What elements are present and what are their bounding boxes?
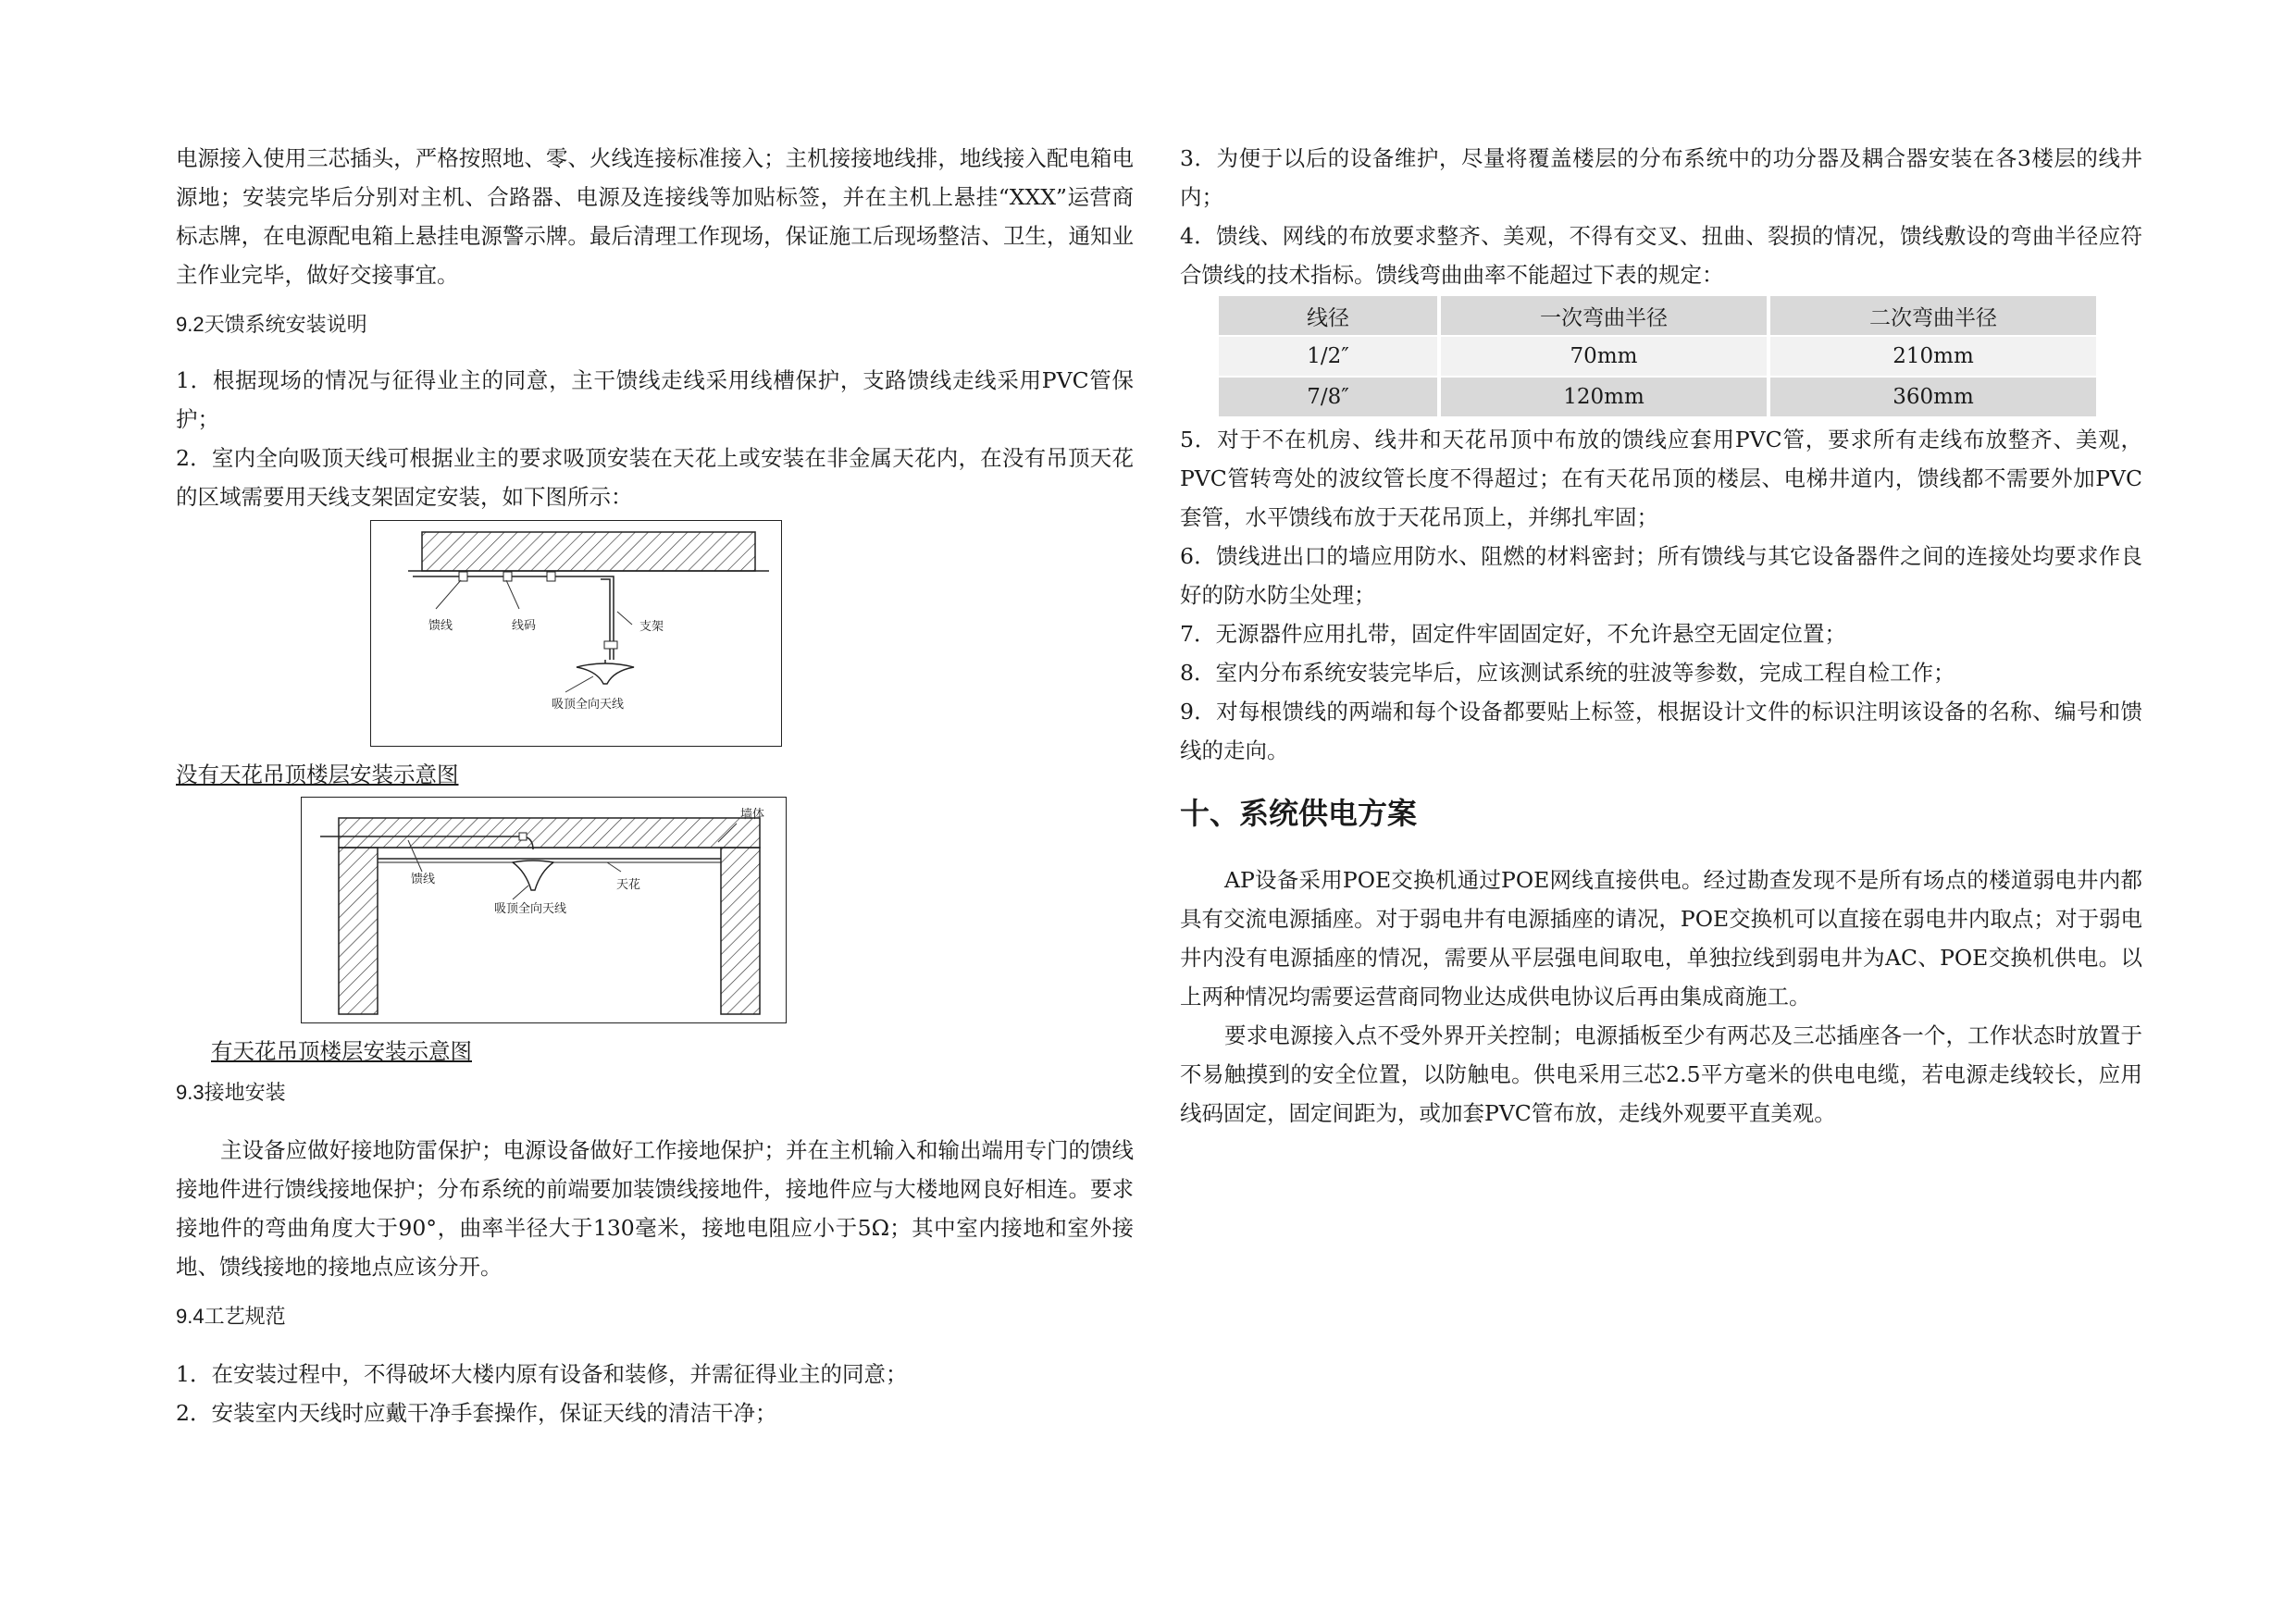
s94-item-2: 2．安装室内天线时应戴干净手套操作，保证天线的清洁干净； — [176, 1400, 777, 1426]
section-9-4-title: 9.4工艺规范 — [176, 1305, 286, 1328]
label-feeder: 馈线 — [411, 873, 436, 886]
label-clip: 线码 — [512, 619, 537, 633]
label-ceiling: 天花 — [616, 878, 641, 892]
label-bracket: 支架 — [639, 620, 664, 634]
table-header-cell: 一次弯曲半径 — [1441, 296, 1767, 335]
table-cell: 210mm — [1770, 337, 2096, 376]
s92-item-2: 2．室内全向吸顶天线可根据业主的要求吸顶安装在天花上或安装在非金属天花内，在没有吊顶天花的区域需要用天线支架固定安装，如下图所示： — [176, 445, 1134, 510]
right-column — [1180, 139, 2142, 1133]
right-item-4: 4．馈线、网线的布放要求整齐、美观，不得有交叉、扭曲、裂损的情况，馈线敷设的弯曲半径应符合馈线的技术指标。馈线弯曲曲率不能超过下表的规定： — [1180, 223, 2142, 288]
right-item-8: 8．室内分布系统安装完毕后，应该测试系统的驻波等参数，完成工程自检工作； — [1180, 660, 1955, 686]
no-ceiling-diagram-svg — [371, 521, 780, 745]
s93-paragraph: 主设备应做好接地防雷保护；电源设备做好工作接地保护；并在主机输入和输出端用专门的馈线接地件进行馈线接地保护；分布系统的前端要加装馈线接地件，接地件应与大楼地网良好相连。要求接地件的弯曲角度大于90°，曲率半径大于130毫米，接地电阻应小于5Ω；其中室内接地和室外接地、馈线接地的接地点应该分开。 — [176, 1137, 1134, 1280]
table-cell: 7/8″ — [1219, 378, 1437, 416]
table-row — [1219, 378, 2096, 416]
antenna-shape — [513, 861, 553, 890]
figure-2-caption: 有天花吊顶楼层安装示意图 — [211, 1038, 472, 1064]
s94-item-1: 1．在安装过程中，不得破坏大楼内原有设备和装修，并需征得业主的同意； — [176, 1361, 908, 1387]
chapter-10-title: 十、系统供电方案 — [1180, 797, 1418, 830]
right-wall — [721, 848, 760, 1014]
left-column — [176, 139, 1134, 1432]
right-item-6: 6．馈线进出口的墙应用防水、阻燃的材料密封；所有馈线与其它设备器件之间的连接处均要求作良好的防水防尘处理； — [1180, 543, 2142, 608]
with-ceiling-diagram-svg — [302, 798, 785, 1022]
figure-with-ceiling-diagram — [301, 797, 787, 1023]
power-paragraph-2: 要求电源接入点不受外界开关控制；电源插板至少有两芯及三芯插座各一个，工作状态时放置于不易触摸到的安全位置，以防触电。供电采用三芯2.5平方毫米的供电电缆，若电源走线较长，应用线码固定，固定间距为，或加套PVC管布放，走线外观要平直美观。 — [1180, 1022, 2142, 1126]
table-header-cell: 二次弯曲半径 — [1770, 296, 2096, 335]
section-9-2-title: 9.2天馈系统安装说明 — [176, 313, 367, 336]
s92-item-1: 1．根据现场的情况与征得业主的同意，主干馈线走线采用线槽保护，支路馈线走线采用PVC管保护； — [176, 367, 1134, 432]
left-wall — [339, 848, 378, 1014]
label-antenna: 吸顶全向天线 — [494, 902, 567, 916]
power-paragraph-1: AP设备采用POE交换机通过POE网线直接供电。经过勘查发现不是所有场点的楼道弱电井内都具有交流电源插座。对于弱电井有电源插座的请况，POE交换机可以直接在弱电井内取点；对于弱电井内没有电源插座的情况，需要从平层强电间取电，单独拉线到弱电井为AC、POE交换机供电。以上两种情况均需要运营商同物业达成供电协议后再由集成商施工。 — [1180, 867, 2142, 1010]
section-9-3-title: 9.3接地安装 — [176, 1081, 286, 1104]
label-antenna: 吸顶全向天线 — [552, 698, 625, 712]
slab-hatch — [422, 532, 755, 571]
table-cell: 120mm — [1441, 378, 1767, 416]
label-feeder: 馈线 — [428, 619, 453, 633]
right-item-9: 9．对每根馈线的两端和每个设备都要贴上标签，根据设计文件的标识注明该设备的名称、编号和馈线的走向。 — [1180, 699, 2142, 763]
table-cell: 1/2″ — [1219, 337, 1437, 376]
table-header-row — [1219, 296, 2096, 335]
table-cell: 360mm — [1770, 378, 2096, 416]
table-row — [1219, 337, 2096, 376]
right-item-5: 5．对于不在机房、线井和天花吊顶中布放的馈线应套用PVC管，要求所有走线布放整齐、美观，PVC管转弯处的波纹管长度不得超过；在有天花吊顶的楼层、电梯井道内，馈线都不需要外加PVC套管，水平馈线布放于天花吊顶上，并绑扎牢固； — [1180, 427, 2142, 530]
bend-radius-table — [1215, 294, 2100, 418]
table-header-cell: 线径 — [1219, 296, 1437, 335]
label-wall: 墙体 — [740, 808, 765, 822]
slab-hatch — [339, 818, 760, 848]
table-cell: 70mm — [1441, 337, 1767, 376]
figure-1-caption: 没有天花吊顶楼层安装示意图 — [176, 762, 459, 787]
figure-no-ceiling-diagram — [370, 520, 782, 747]
intro-paragraph: 电源接入使用三芯插头，严格按照地、零、火线连接标准接入；主机接接地线排，地线接入配电箱电源地；安装完毕后分别对主机、合路器、电源及连接线等加贴标签，并在主机上悬挂“XXX”运营商标志牌，在电源配电箱上悬挂电源警示牌。最后清理工作现场，保证施工后现场整洁、卫生，通知业主作业完毕，做好交接事宜。 — [176, 145, 1134, 288]
right-item-3: 3．为便于以后的设备维护，尽量将覆盖楼层的分布系统中的功分器及耦合器安装在各3楼层的线井内； — [1180, 145, 2142, 210]
right-item-7: 7．无源器件应用扎带，固定件牢固固定好，不允许悬空无固定位置； — [1180, 621, 1846, 647]
